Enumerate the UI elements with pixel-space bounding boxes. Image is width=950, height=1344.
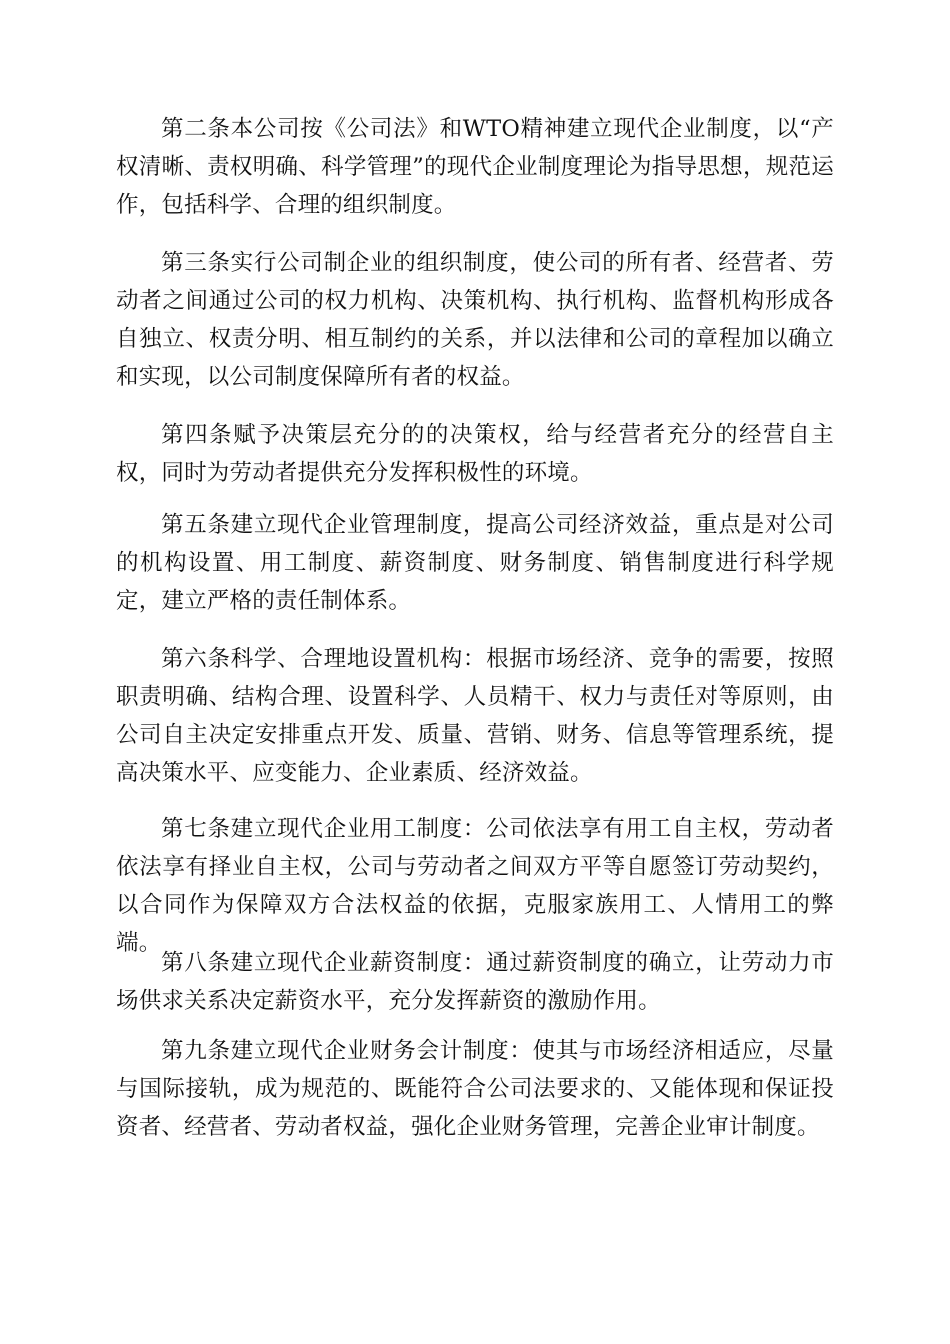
article-8: 第八条建立现代企业薪资制度：通过薪资制度的确立，让劳动力市场供求关系决定薪资水平，充分发挥薪资的激励作用。 — [116, 950, 834, 1014]
article-3: 第三条实行公司制企业的组织制度，使公司的所有者、经营者、劳动者之间通过公司的权力机构、决策机构、执行机构、监督机构形成各自独立、权责分明、相互制约的关系，并以法律和公司的章程加以确立和实现，以公司制度保障所有者的权益。 — [116, 250, 834, 390]
article-5: 第五条建立现代企业管理制度，提高公司经济效益，重点是对公司的机构设置、用工制度、薪资制度、财务制度、销售制度进行科学规定，建立严格的责任制体系。 — [116, 512, 834, 614]
article-9: 第九条建立现代企业财务会计制度：使其与市场经济相适应，尽量与国际接轨，成为规范的、既能符合公司法要求的、又能体现和保证投资者、经营者、劳动者权益，强化企业财务管理，完善企业审计制度。 — [116, 1038, 834, 1140]
article-7: 第七条建立现代企业用工制度：公司依法享有用工自主权，劳动者依法享有择业自主权，公司与劳动者之间双方平等自愿签订劳动契约，以合同作为保障双方合法权益的依据，克服家族用工、人情用工的弊端。 — [116, 816, 834, 956]
article-4: 第四条赋予决策层充分的的决策权，给与经营者充分的经营自主权，同时为劳动者提供充分发挥积极性的环境。 — [116, 422, 834, 486]
article-6: 第六条科学、合理地设置机构：根据市场经济、竞争的需要，按照职责明确、结构合理、设置科学、人员精干、权力与责任对等原则，由公司自主决定安排重点开发、质量、营销、财务、信息等管理系统，提高决策水平、应变能力、企业素质、经济效益。 — [116, 646, 834, 786]
article-2: 第二条本公司按《公司法》和WTO精神建立现代企业制度，以“产权清晰、责权明确、科学管理”的现代企业制度理论为指导思想，规范运作，包括科学、合理的组织制度。 — [116, 116, 834, 218]
